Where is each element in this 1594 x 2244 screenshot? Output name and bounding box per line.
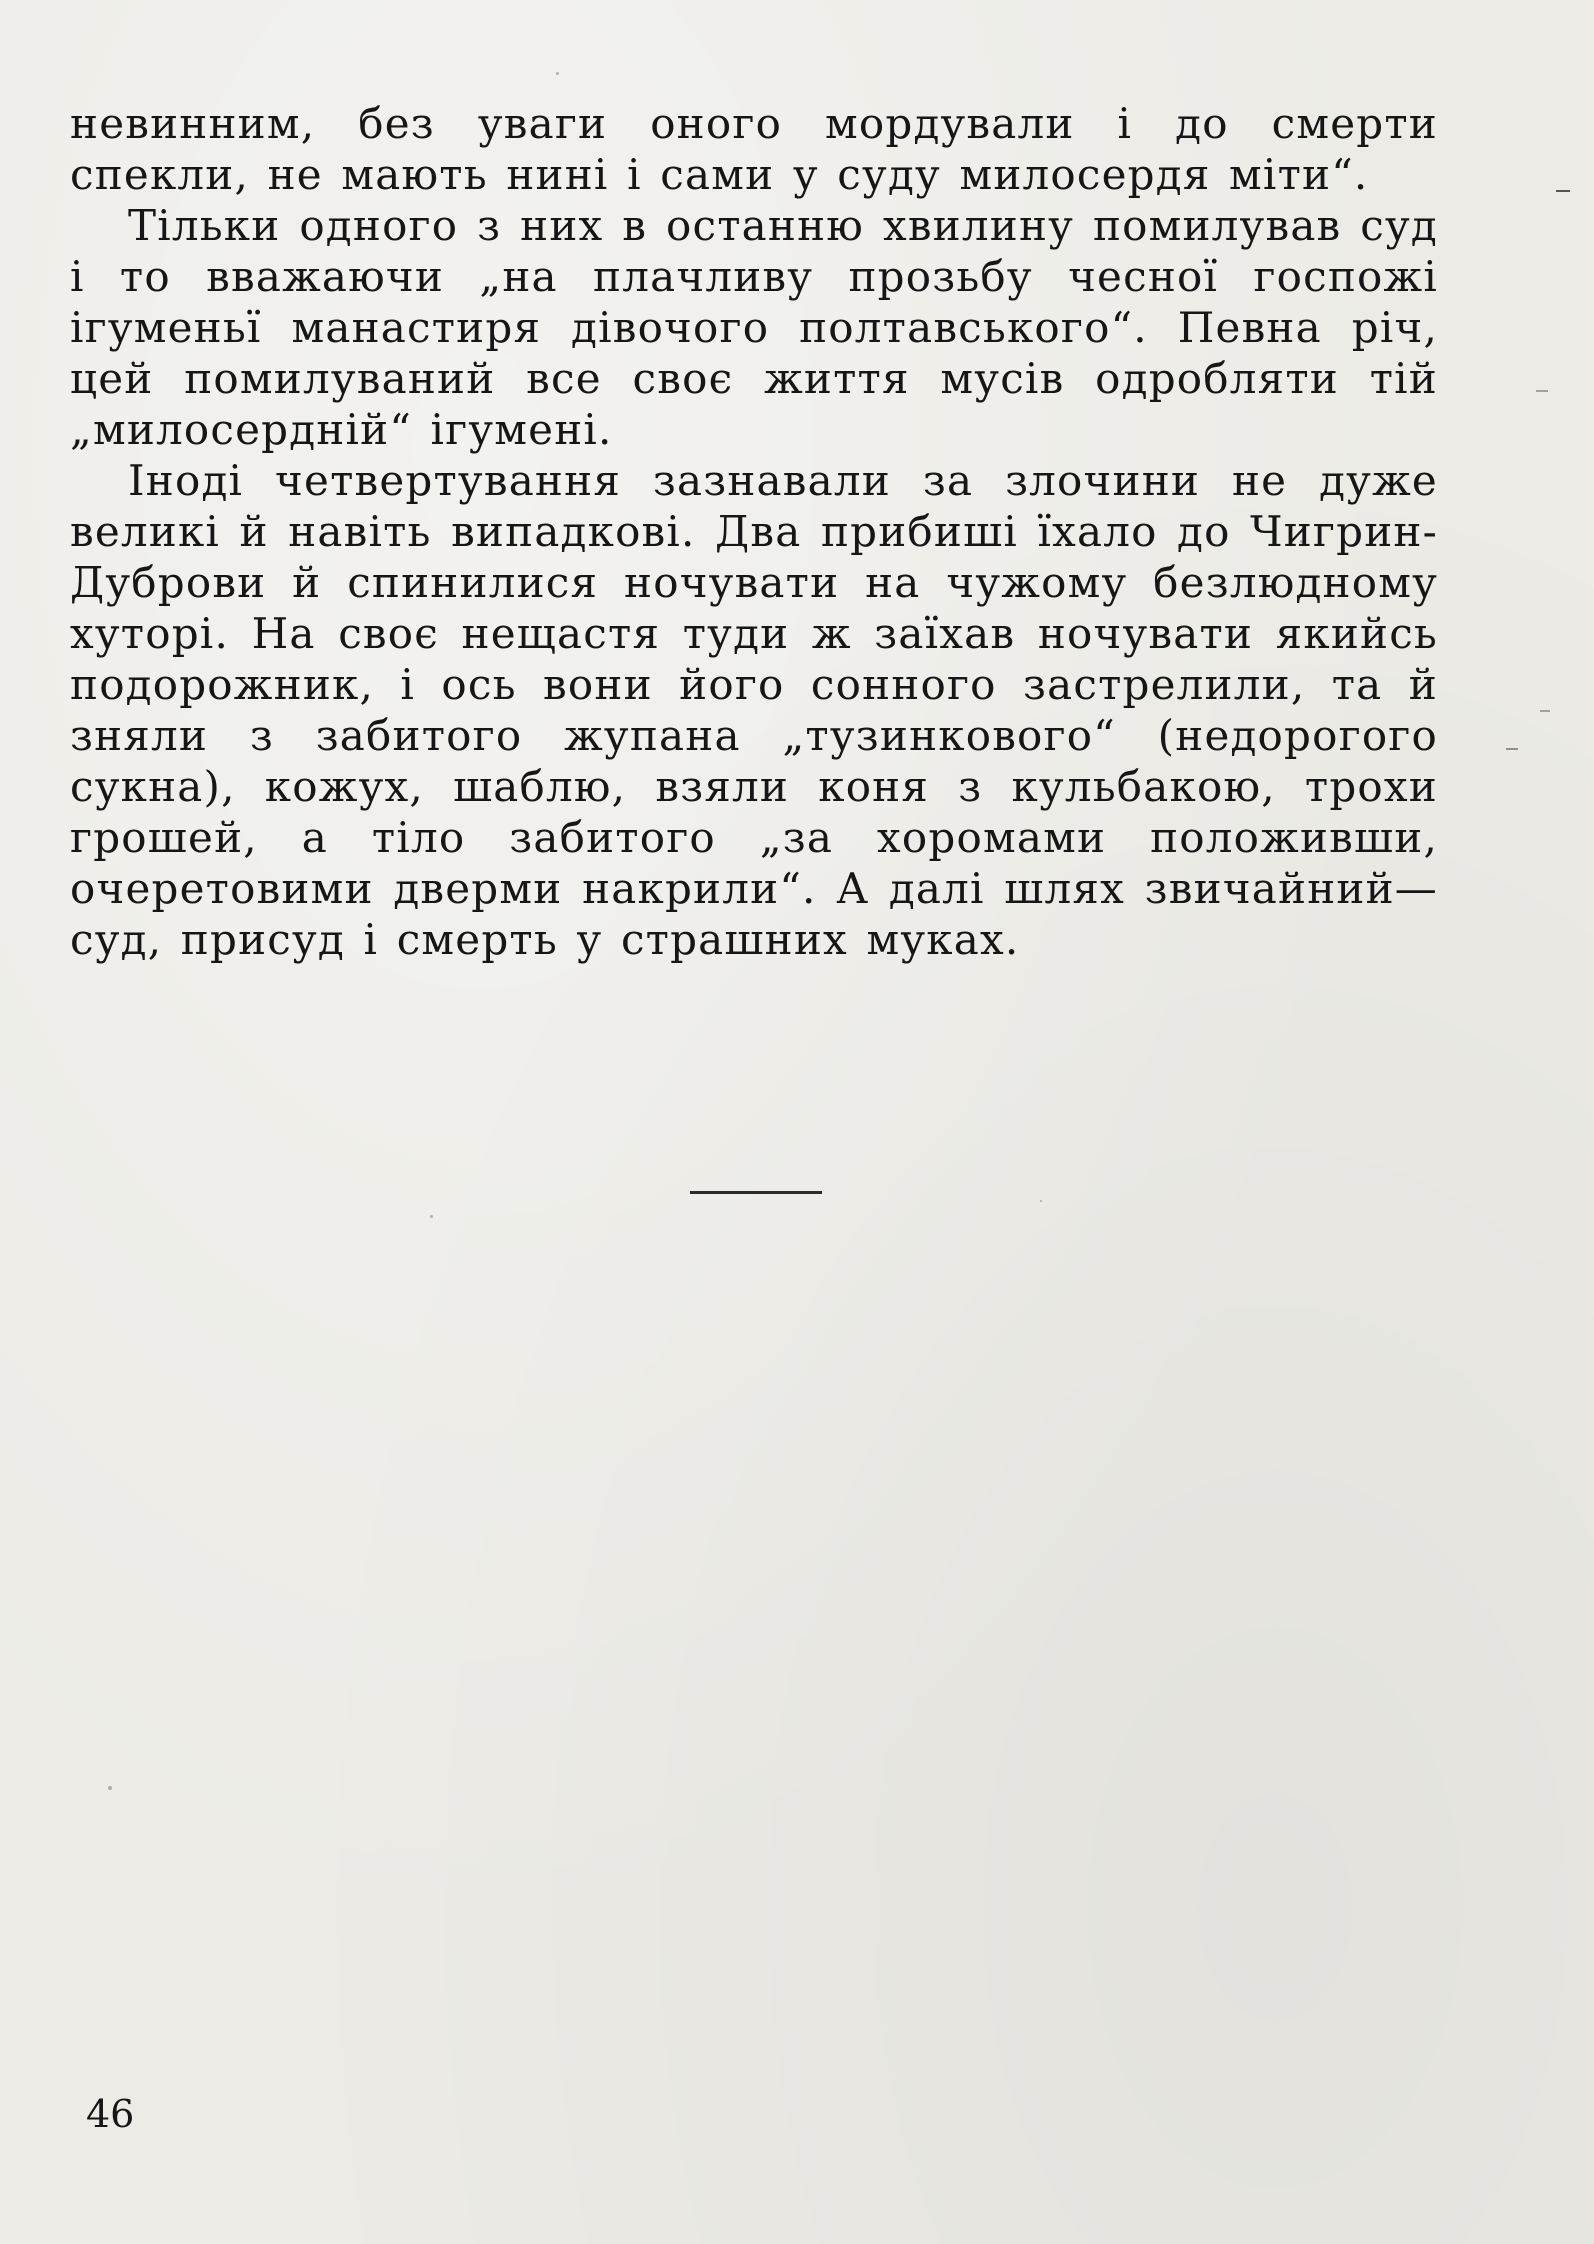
- body-text: [70, 98, 1438, 965]
- margin-mark: [1536, 390, 1548, 392]
- paragraph-continued: невинним, без уваги оного мордували і до смерти спекли, не мають нині і сами у суду милосердя міти“.: [70, 99, 1438, 199]
- paper-speck: [108, 1786, 112, 1790]
- paper-speck: [1300, 540, 1303, 543]
- paragraph-quartering: Іноді четвертування зазнавали за злочини не дуже великі й навіть випадкові. Два прибиші їхало до Чигрин-Дуброви й спинилися ночувати на чужому безлюдному хуторі. На своє нещастя туди ж заїхав ночувати якийсь подорожник, і ось вони його сонного застрелили, та й зняли з забитого жупана „тузинкового“ (недорогого сукна), кожух, шаблю, взяли коня з кульбакою, трохи грошей, а тіло забитого „за хоромами положивши, очеретовими дверми накрили“. А далі шлях звичайний—суд, присуд і смерть у страшних муках.: [70, 456, 1438, 964]
- margin-mark: [1506, 748, 1518, 750]
- page-number: 46: [86, 2092, 135, 2136]
- section-divider: [690, 1191, 822, 1194]
- paper-speck: [556, 72, 559, 75]
- paragraph-pardon: Тільки одного з них в останню хвилину помилував суд і то вважаючи „на плачливу прозьбу чесної госпожі ігуменьї манастиря дівочого полтавського“. Певна річ, цей помилуваний все своє життя мусів одробляти тій „милосердній“ ігумені.: [70, 201, 1438, 454]
- margin-mark: [1556, 190, 1570, 192]
- margin-mark: [1540, 710, 1550, 712]
- paper-speck: [1040, 1200, 1042, 1202]
- paper-speck: [430, 1215, 433, 1218]
